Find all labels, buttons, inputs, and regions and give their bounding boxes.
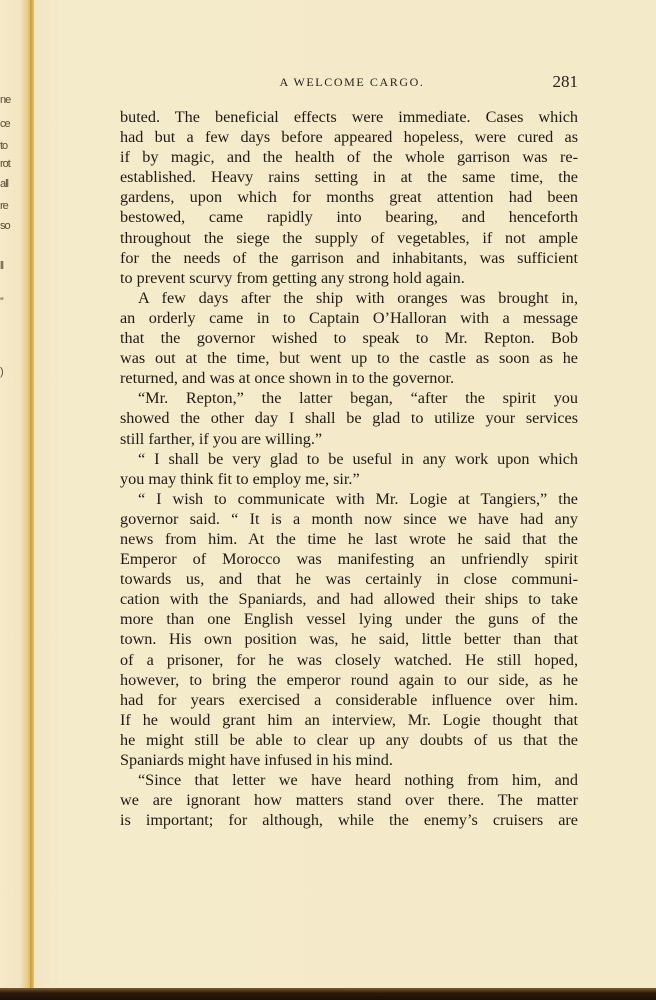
margin-bleed-text: re [0, 200, 8, 212]
page-number: 281 [552, 72, 578, 91]
text-line: “ I shall be very glad to be useful in any work upon which [138, 449, 578, 468]
text-line: towards us, and that he was certainly in close communi- [120, 570, 578, 589]
text-line: “ I wish to communicate with Mr. Logie at Tangiers,” the [138, 489, 578, 508]
text-line: to prevent scurvy from getting any strong hold again. [120, 268, 465, 287]
text-line: cation with the Spaniards, and had allowed their ships to take [120, 590, 578, 609]
text-line: for the needs of the garrison and inhabitants, was sufficient [120, 248, 578, 267]
text-line: buted. The beneficial effects were immediate. Cases which [120, 108, 578, 126]
margin-bleed-text: all [0, 178, 9, 190]
text-line: was out at the time, but went up to the castle as soon as he [120, 349, 578, 368]
text-line: if by magic, and the health of the whole garrison was re- [120, 148, 578, 167]
text-line: had but a few days before appeared hopeless, were cured as [120, 128, 578, 147]
text-line: you may think fit to employ me, sir.” [120, 469, 360, 488]
margin-bleed-text: ” [0, 296, 3, 308]
scan-bottom-edge [0, 988, 656, 1000]
margin-bleed-text: so [0, 220, 10, 232]
margin-bleed-text: ce [0, 118, 10, 130]
chapter-title: A WELCOME CARGO. [279, 75, 425, 89]
text-line: news from him. At the time he last wrote he said that the [120, 529, 578, 548]
page-spine-edge [30, 0, 34, 1000]
text-line: established. Heavy rains setting in at the same time, the [120, 168, 578, 187]
text-line: Emperor of Morocco was manifesting an unfriendly spirit [120, 550, 578, 569]
text-line: gardens, upon which for months great attention had been [120, 188, 578, 207]
text-line: A few days after the ship with oranges was brought in, [138, 288, 578, 307]
text-line: showed the other day I shall be glad to utilize your services [120, 409, 578, 428]
margin-bleed-text: ll [0, 260, 3, 272]
text-line: town. His own position was, he said, little better than that [120, 630, 578, 649]
text-line: throughout the siege the supply of vegetables, if not ample [120, 228, 578, 247]
text-line: however, to bring the emperor round again to our side, as he [120, 670, 578, 689]
text-line: that the governor wished to speak to Mr. Repton. Bob [120, 329, 578, 348]
text-line: “Since that letter we have heard nothing from him, and [138, 771, 578, 790]
text-line: he might still be able to clear up any doubts of us that the [120, 730, 578, 749]
text-line: of a prisoner, for he was closely watched. He still hoped, [120, 650, 578, 669]
margin-bleed-text: ne [0, 94, 11, 106]
text-line: governor said. “ It is a month now since we have had any [120, 509, 578, 528]
text-line: had for years exercised a considerable influence over him. [120, 690, 578, 709]
text-line: still farther, if you are willing.” [120, 429, 323, 448]
margin-bleed-text: rot [0, 158, 10, 170]
text-line: an orderly came in to Captain O’Halloran with a message [120, 308, 578, 327]
text-line: we are ignorant how matters stand over there. The matter [120, 791, 578, 810]
running-head [120, 72, 584, 92]
body-text [120, 107, 578, 830]
text-line: If he would grant him an interview, Mr. Logie thought that [120, 710, 578, 729]
margin-bleed-text: ) [0, 366, 3, 378]
text-line: is important; for although, while the enemy’s cruisers are [120, 811, 578, 830]
text-line: more than one English vessel lying under the guns of the [120, 610, 578, 629]
text-line: “Mr. Repton,” the latter began, “after the spirit you [138, 389, 578, 408]
text-line: returned, and was at once shown in to the governor. [120, 369, 455, 388]
text-line: Spaniards might have infused in his mind. [120, 751, 393, 769]
margin-bleed-text: to [0, 140, 8, 152]
text-line: bestowed, came rapidly into bearing, and henceforth [120, 208, 578, 227]
